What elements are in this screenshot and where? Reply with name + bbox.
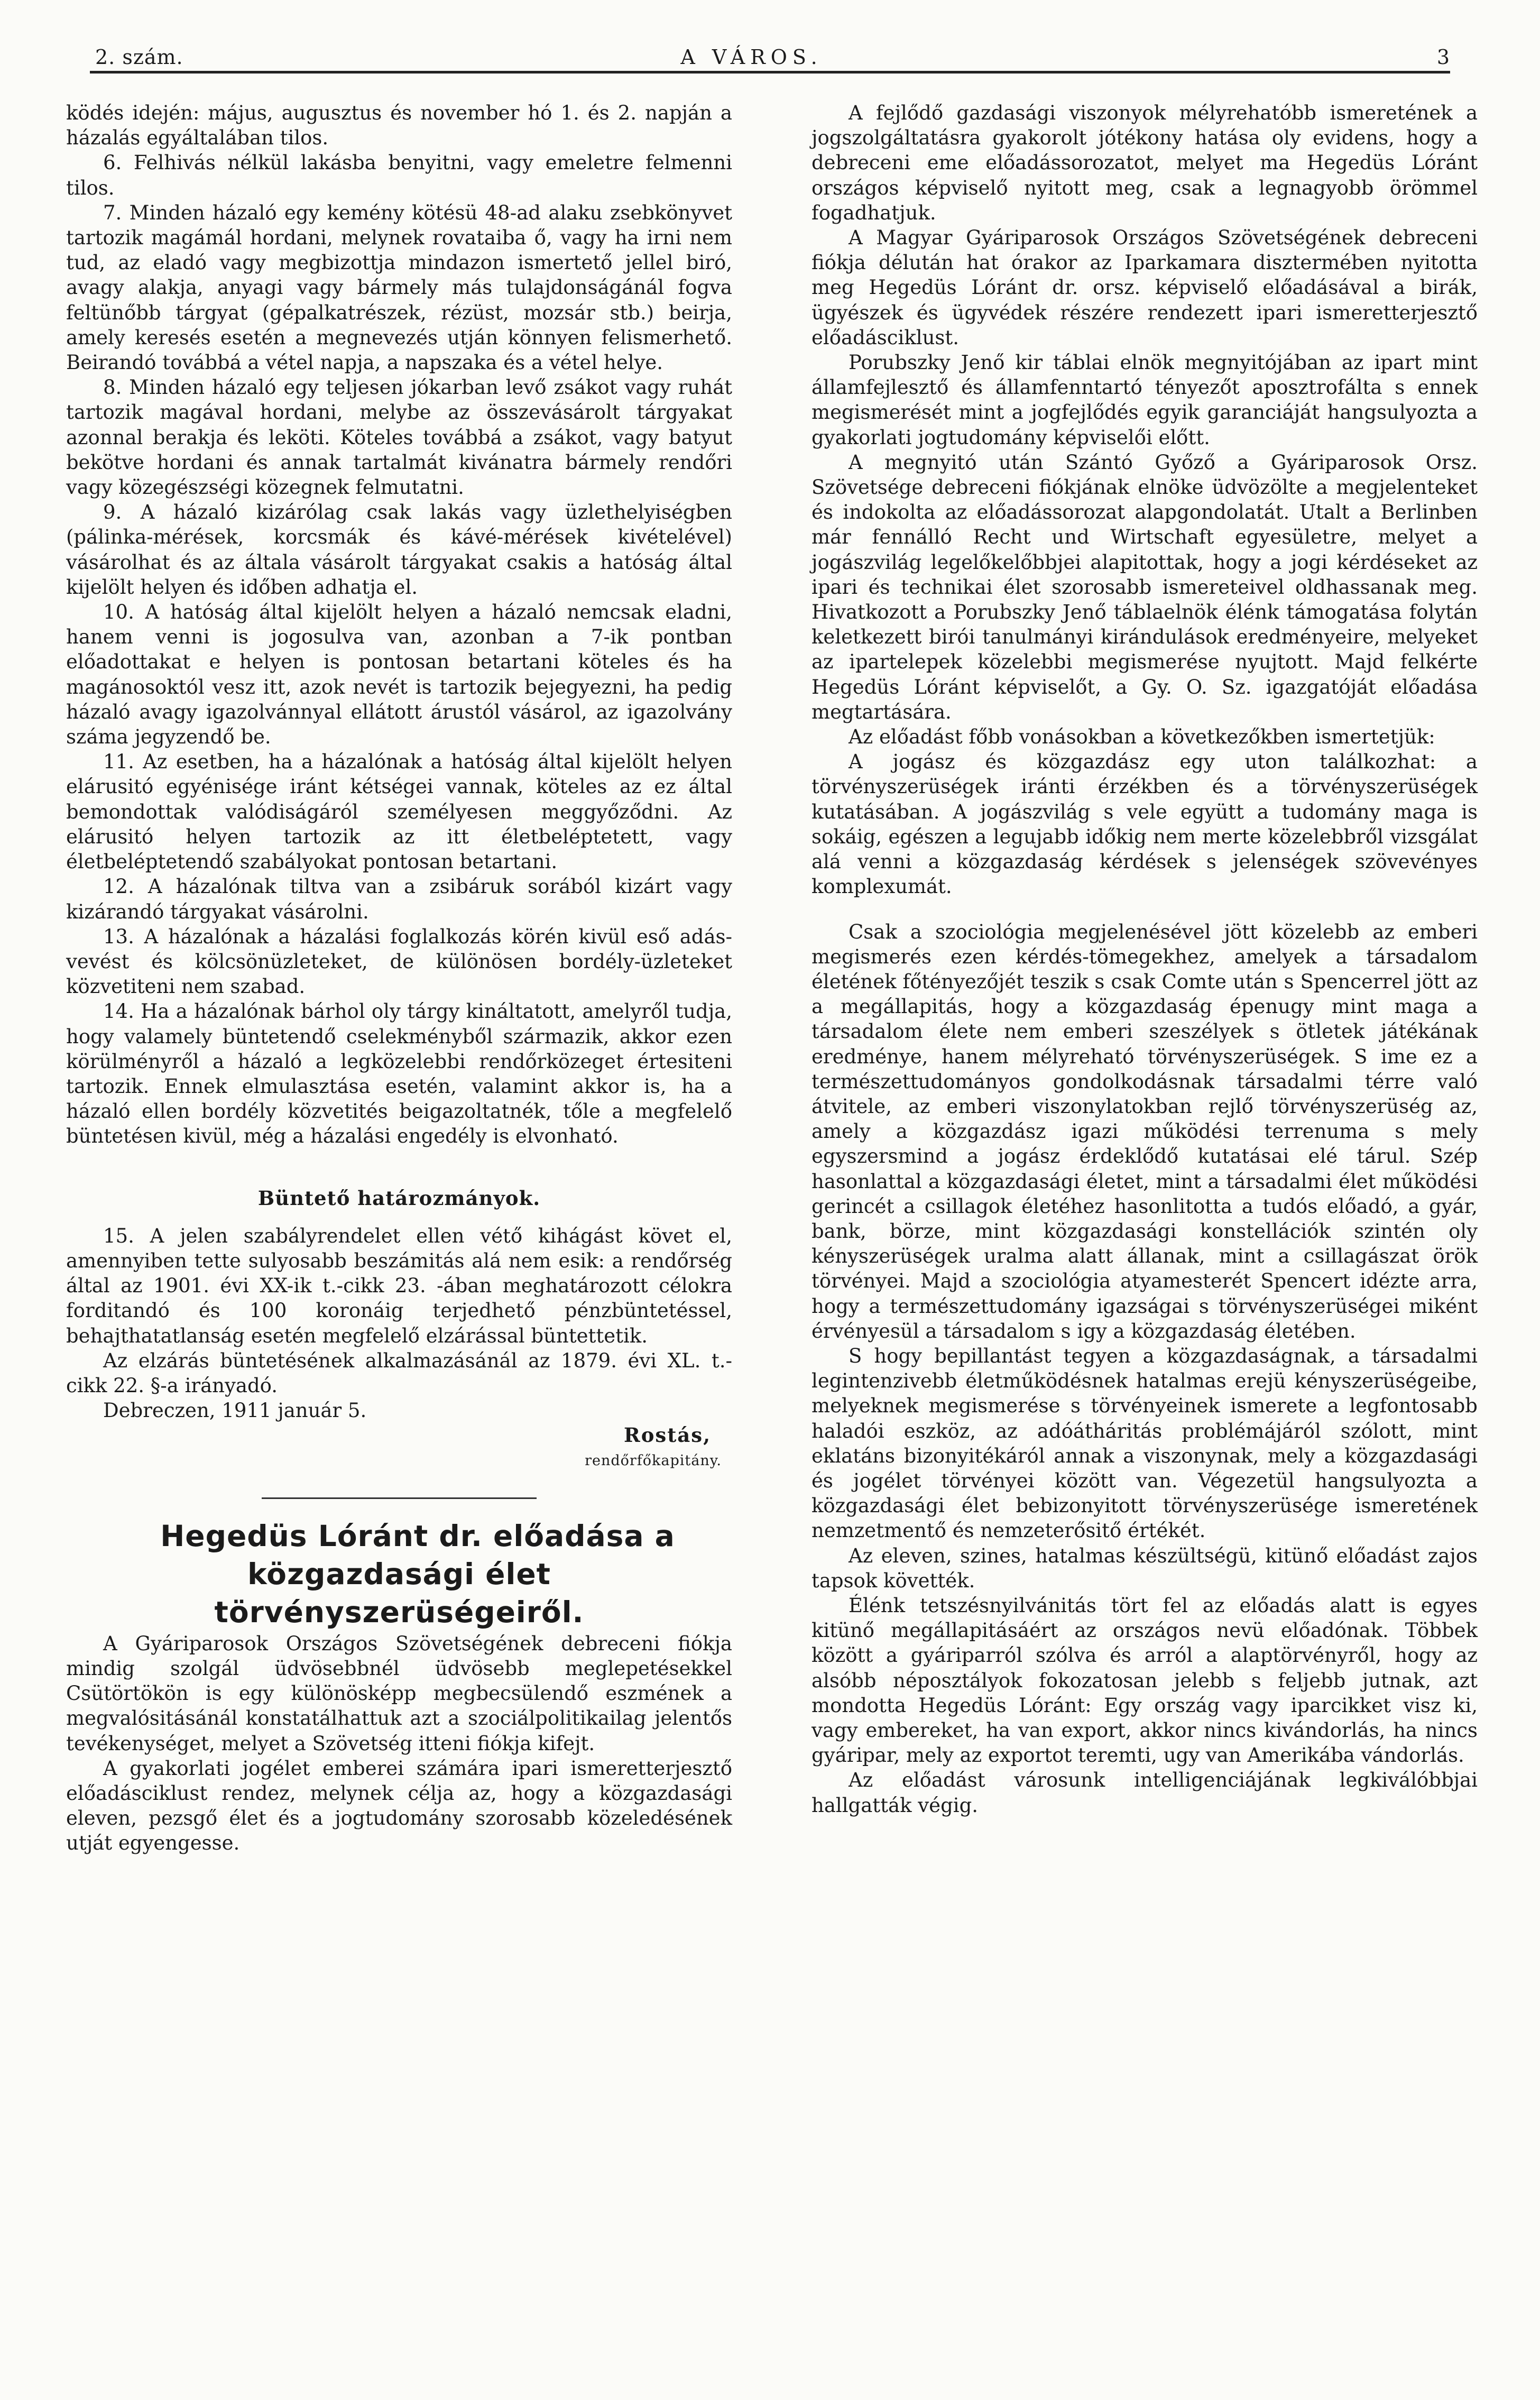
paragraph: A Gyáriparosok Országos Szövetségének debreceni fiókja mindig szolgál üdvösebbnél üdvösebb meglepetésekkel Csütörtökön is egy különösképp megbecsülendő eszmének a megvalósitásánál konstatálhattuk azt a szociálpolitikailag jelentős tevékenységet, melyet a Szövetség itteni fiókja kifejt. (66, 1632, 732, 1755)
paragraph: 12. A házalónak tiltva van a zsibáruk sorából kizárt vagy kizárandó tárgyakat vásárolni. (66, 875, 732, 923)
article-divider (262, 1497, 537, 1499)
signature-name: Rostás, (623, 1423, 711, 1447)
paragraph: A fejlődő gazdasági viszonyok mélyrehatóbb ismeretének a jogszolgáltatásra gyakorolt jótékony hatása oly evidens, hogy a debreceni eme előadássorozatot, melyet ma Hegedüs Lóránt országos képviselő nyitott meg, csak a legnagyobb örömmel fogadhatjuk. (812, 102, 1478, 224)
paragraph: 7. Minden házaló egy kemény kötésü 48-ad alaku zsebkönyvet tartozik magámál hordani, melynek rovataiba ő, vagy ha irni nem tud, az eladó vagy megbizottja mindazon ismertető jellel biró, avagy alakja, anyagi vagy bármely más tulajdonságánál fogva feltünőbb tárgyat (gépalkatrészek, rézüst, mozsár stb.) beirja, amely keresés esetén a megnevezés utján könnyen felismerhető. Beirandó továbbá a vétel napja, a napszaka és a vétel helye. (66, 201, 732, 374)
newspaper-title: A VÁROS. (680, 45, 823, 69)
paragraph: Az elzárás büntetésének alkalmazásánál az 1879. évi XL. t.-cikk 22. §-a irányadó. (66, 1349, 732, 1397)
paragraph: 10. A hatóság által kijelölt helyen a házaló nemcsak eladni, hanem venni is jogosulva van, azonban a 7-ik pontban előadottakat e helyen is pontosan betartani köteles és ha magánosoktól vesz itt, azok nevét is tartozik bejegyezni, ha pedig házaló avagy igazolvánnyal ellátott árustól vásárol, az igazolvány száma jegyzendő be. (66, 601, 732, 749)
paragraph: Csak a szociológia megjelenésével jött közelebb az emberi megismerés ezen kérdés-tömegekhez, amelyek a társadalom életének főtényezőjét teszik s csak Comte után s Spencerrel jött az a megállapitás, hogy a közgazdaság épenugy mint maga a társadalom élete nem emberi szeszélyek s ötletek játékának eredménye, hanem mélyreható törvényszerüségek. S ime ez a természettudományos gondolkodásnak társadalmi térre való átvitele, az emberi viszonylatokban rejlő törvényszerüség az, amely a közgazdász igazi működési terrenuma s mely egyszersmind a jogász érdeklődő kutatásai elé tárul. Szép hasonlattal a közgazdasági életet, mint a társadalmi élet működési gerincét a csillagok életéhez hasonlitotta a tudós előadó, a gyár, bank, börze, mint közgazdasági konstellációk szintén oly kényszerüségek uralma alatt állanak, mint a csillagászat örök törvényei. Majd a szociológia atyamesterét Spencert idézte arra, hogy a természettudomány igazságai s törvényszerüségei miként érvényesül a társadalom s igy a közgazdaság életében. (812, 920, 1478, 1342)
paragraph: 8. Minden házaló egy teljesen jókarban levő zsákot vagy ruhát tartozik magával hordani, melybe az összevásárolt tárgyakat azonnal berakja és leköti. Köteles továbbá a zsákot, vagy batyut bekötve hordani és annak tartalmát kivánatra bármely rendőri vagy közegészségi közegnek felmutatni. (66, 376, 732, 499)
paragraph: 11. Az esetben, ha a házalónak a hatóság által kijelölt helyen elárusitó egyénisége iránt kétségei vannak, köteles az ez által bemondottak valódiságáról személyesen meggyőződni. Az elárusitó helyen tartozik az itt életbeléptetett, vagy életbeléptetendő szabályokat pontosan betartani. (66, 750, 732, 873)
paragraph: 15. A jelen szabályrendelet ellen vétő kihágást követ el, amennyiben tette sulyosabb beszámitás alá nem esik: a rendőrség által az 1901. évi XX-ik t.-cikk 23. -ában meghatározott célokra forditandó és 100 koronáig terjedhető pénzbüntetéssel, behajthatatlanság esetén megfelelő elzárással büntettetik. (66, 1224, 732, 1347)
paragraph: S hogy bepillantást tegyen a közgazdaságnak, a társadalmi legintenzivebb életműködésnek hatalmas erejü kényszerüségeibe, melyeknek megismerése s törvényeinek ismerete a legfontosabb haladói eszköz, az adóátháritás problémájáról szólott, mint eklatáns bizonyitékáról annak a viszonynak, mely a közgazdasági és jogélet törvényei között van. Végezetül hangsulyozta a közgazdasági élet bebizonyitott törvényszerüsége ismeretének nemzetmentő és nemzeterősitő értékét. (812, 1344, 1478, 1542)
paragraph: A jogász és közgazdász egy uton találkozhat: a törvényszerüségek iránti érzékben és a törvényszerüségek kutatásában. A jogászvilág s vele együtt a tudomány maga is sokáig, egészen a legujabb időkig nem merte közelebbről vizsgálat alá venni a közgazdaság kérdések s jelenségek szövevényes komplexumát. (812, 750, 1478, 898)
paragraph: 13. A házalónak a házalási foglalkozás körén kivül eső adás-vevést és kölcsönüzleteket, de különösen bordély-üzleteket közvetiteni nem szabad. (66, 925, 732, 998)
paragraph: 6. Felhivás nélkül lakásba benyitni, vagy emeletre felmenni tilos. (66, 151, 732, 199)
paragraph: A Magyar Gyáriparosok Országos Szövetségének debreceni fiókja délután hat órakor az Iparkamara disztermében nyitotta meg Hegedüs Lóránt dr. orsz. képviselő előadásával a birák, ügyészek és ügyvédek részére rendezett ipari ismeretterjesztő előadásciklust. (812, 226, 1478, 349)
paragraph: 14. Ha a házalónak bárhol oly tárgy kináltatott, amelyről tudja, hogy valamely büntetendő cselekményből származik, akkor ezen körülményről a házaló a legközelebbi rendőrközeget értesiteni tartozik. Ennek elmulasztása esetén, valamint akkor is, ha a házaló ellen bordély közvetités beigazoltatnék, tőle a megfelelő büntetésen kivül, még a házalási engedély is elvonható. (66, 1000, 732, 1148)
paragraph: Az előadást főbb vonásokban a következőkben ismertetjük: (849, 725, 1435, 749)
paragraph: Élénk tetszésnyilvánitás tört fel az előadás alatt is egyes kitünő megállapitásáért az országos nevü előadónak. Többek között a gyáriparról szólva és arról a alaptörvényről, hogy az alsóbb néposztályok fokozatosan jelebb s feljebb jutnak, azt mondotta Hegedüs Lóránt: Egy ország vagy iparcikket visz ki, vagy embereket, ha van export, akkor nincs kivándorlás, ha nincs gyáripar, mely az exportot teremti, ugy van Amerikába vándorlás. (812, 1594, 1478, 1767)
paragraph: Az előadást városunk intelligenciájának legkiválóbbjai hallgatták végig. (812, 1769, 1478, 1817)
paragraph: Porubszky Jenő kir táblai elnök megnyitójában az ipart mint államfejlesztő és államfenntartó tényezőt aposztrofálta s ennek megismerését mint a jogfejlődés egyik garanciáját hangsulyozta a gyakorlati jogtudomány képviselői előtt. (812, 351, 1478, 449)
left-column (66, 100, 732, 1856)
paragraph: Debreczen, 1911 január 5. (103, 1399, 367, 1422)
page-header (53, 31, 1450, 71)
issue-number: 2. szám. (95, 45, 183, 69)
paragraph: A gyakorlati jogélet emberei számára ipari ismeretterjesztő előadásciklust rendez, melynek célja az, hogy a közgazdasági eleven, pezsgő élet és a jogtudomány szorosabb közeledésének utját egyengesse. (66, 1757, 732, 1855)
right-column (812, 100, 1478, 1818)
header-rule (90, 71, 1450, 73)
page-number: 3 (1436, 45, 1450, 69)
signature-role: rendőrfőkapitány. (585, 1452, 722, 1469)
paragraph: Az eleven, szines, hatalmas készültségü, kitünő előadást zajos tapsok követték. (812, 1544, 1478, 1592)
article-headline: Hegedüs Lóránt dr. előadása a közgazdasági élet törvényszerüségeiről. (160, 1519, 675, 1629)
paragraph: 9. A házaló kizárólag csak lakás vagy üzlethelyiségben (pálinka-mérések, korcsmák és kávé-mérések kivételével) vásárolhat és az általa vásárolt tárgyakat csakis a hatóság által kijelölt helyen és időben adhatja el. (66, 501, 732, 599)
paragraph: A megnyitó után Szántó Győző a Gyáriparosok Orsz. Szövetsége debreceni fiókjának elnöke üdvözölte a megjelenteket és indokolta az előadássorozat alapgondolatát. Utalt a Berlinben már fennálló Recht und Wirtschaft egyesületre, melyet a jogászvilág legelőkelőbbjei alapitottak, hogy a jogi kérdéseket az ipari és technikai élet szorosabb ismereteivel oldhassanak meg. Hivatkozott a Porubszky Jenő táblaelnök élénk támogatása folytán keletkezett birói tanulmányi kirándulások eredményeire, melyeket az ipartelepek közelebbi megismerése nyujtott. Majd felkérte Hegedüs Lóránt képviselőt, a Gy. O. Sz. igazgatóját előadása megtartására. (812, 450, 1478, 723)
section-title: Büntető határozmányok. (257, 1186, 541, 1210)
paragraph: ködés idején: május, augusztus és november hó 1. és 2. napján a házalás egyáltalában tilos. (66, 102, 732, 150)
